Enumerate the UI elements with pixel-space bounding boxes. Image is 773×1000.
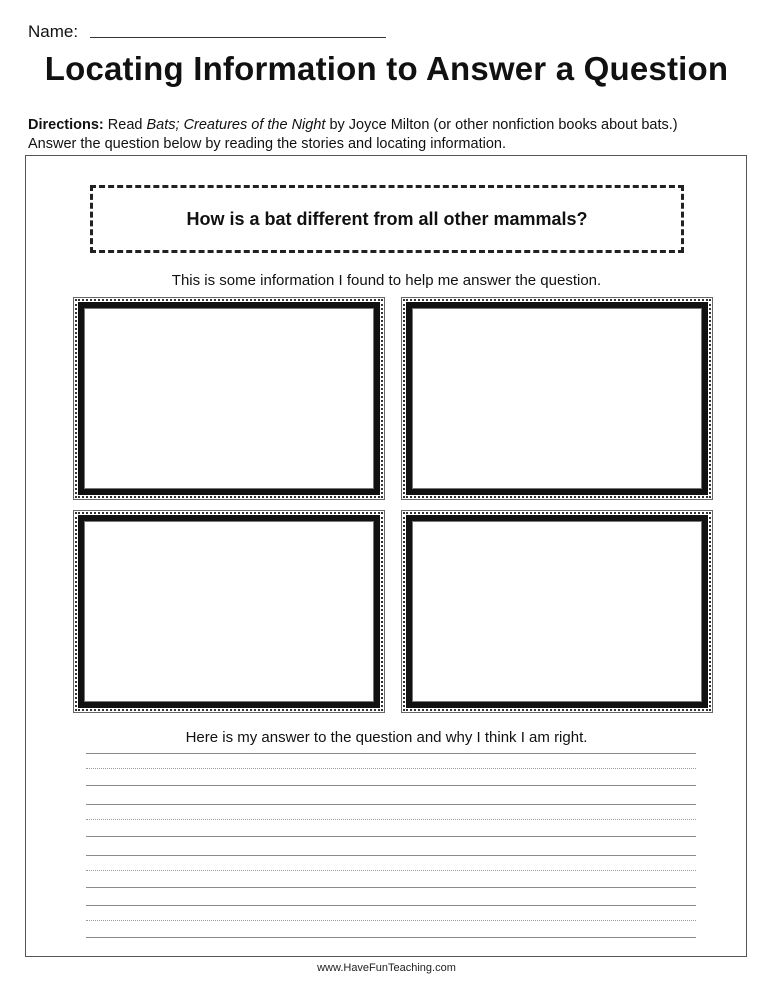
book-title: Bats; Creatures of the Night	[146, 117, 326, 133]
writing-guide	[86, 870, 696, 871]
directions-line-2: Answer the question below by reading the stories and locating information.	[28, 136, 506, 152]
page-title: Locating Information to Answer a Question	[44, 50, 729, 87]
answer-caption: Here is my answer to the question and why I think I am right.	[185, 729, 588, 746]
writing-guide	[86, 768, 696, 769]
info-box-4[interactable]	[406, 515, 708, 708]
info-box-2[interactable]	[406, 302, 708, 495]
writing-line	[86, 785, 696, 786]
directions-label: Directions	[28, 117, 99, 133]
info-caption: This is some information I found to help me answer the question.	[171, 272, 602, 289]
book-author: by Joyce Milton (or other nonfiction books about bats.)	[325, 117, 678, 133]
footer-url: www.HaveFunTeaching.com	[317, 962, 456, 974]
directions	[28, 116, 758, 154]
name-input-line[interactable]	[90, 37, 386, 38]
writing-line	[86, 836, 696, 837]
writing-line	[86, 753, 696, 754]
writing-guide	[86, 819, 696, 820]
writing-line	[86, 905, 696, 906]
writing-guide	[86, 920, 696, 921]
writing-line	[86, 804, 696, 805]
writing-line	[86, 855, 696, 856]
writing-line	[86, 937, 696, 938]
directions-line-1: Directions: Read Bats; Creatures of the Night by Joyce Milton (or other nonfiction books about bats.)	[28, 117, 678, 133]
info-box-1[interactable]	[78, 302, 380, 495]
question-text: How is a bat different from all other mammals?	[186, 208, 588, 229]
writing-line	[86, 887, 696, 888]
question-box	[90, 185, 684, 253]
name-label: Name:	[28, 22, 79, 41]
directions-read: Read	[107, 117, 147, 133]
info-box-3[interactable]	[78, 515, 380, 708]
